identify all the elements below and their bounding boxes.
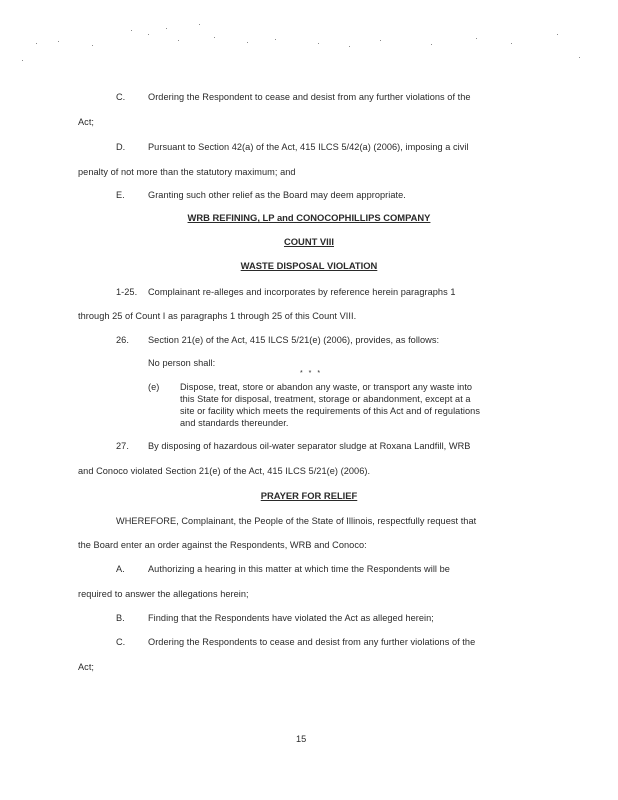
para-27-text: By disposing of hazardous oil-water separator sludge at Roxana Landfill, WRB: [148, 441, 471, 451]
item-a-cont: required to answer the allegations herein;: [78, 589, 249, 599]
heading-count: COUNT VIII: [283, 236, 334, 247]
quote-ellipsis: * * *: [300, 370, 323, 377]
item-c2-label: C.: [116, 637, 126, 647]
para-27-num: 27.: [116, 441, 129, 451]
item-c2-cont: Act;: [78, 662, 95, 672]
para-1-25-text: Complainant re-alleges and incorporates by reference herein paragraphs 1: [148, 287, 456, 297]
wherefore-text: WHEREFORE, Complainant, the People of the State of Illinois, respectfully request that: [116, 516, 477, 526]
para-1-25-num: 1-25.: [116, 287, 138, 297]
item-e-text: Granting such other relief as the Board may deem appropriate.: [148, 190, 406, 200]
para-27-cont: and Conoco violated Section 21(e) of the Act, 415 ILCS 5/21(e) (2006).: [78, 466, 371, 476]
para-26-text: Section 21(e) of the Act, 415 ILCS 5/21(e) (2006), provides, as follows:: [148, 335, 440, 345]
item-c1-text: Ordering the Respondent to cease and desist from any further violations of the: [148, 92, 471, 102]
item-a-label: A.: [116, 564, 125, 574]
quote-item-label: (e): [148, 382, 160, 392]
page-number: 15: [296, 734, 307, 744]
heading-prayer: PRAYER FOR RELIEF: [260, 490, 358, 501]
quote-item-line-3: site or facility which meets the requirements of this Act and of regulations: [180, 406, 480, 416]
quote-item-line-4: and standards thereunder.: [180, 418, 289, 428]
item-c2-text: Ordering the Respondents to cease and desist from any further violations of the: [148, 637, 476, 647]
item-d-cont: penalty of not more than the statutory maximum; and: [78, 167, 296, 177]
quote-item-line-2: this State for disposal, treatment, storage or abandonment, except at a: [180, 394, 471, 404]
wherefore-cont: the Board enter an order against the Respondents, WRB and Conoco:: [78, 540, 367, 550]
item-b-label: B.: [116, 613, 125, 623]
para-26-num: 26.: [116, 335, 129, 345]
item-c1-label: C.: [116, 92, 126, 102]
para-1-25-cont: through 25 of Count I as paragraphs 1 through 25 of this Count VIII.: [78, 311, 357, 321]
item-a-text: Authorizing a hearing in this matter at which time the Respondents will be: [148, 564, 450, 574]
heading-parties: WRB REFINING, LP and CONOCOPHILLIPS COMPANY: [187, 212, 431, 223]
quote-intro: No person shall:: [148, 358, 216, 368]
heading-violation: WASTE DISPOSAL VIOLATION: [240, 260, 378, 271]
item-d-label: D.: [116, 142, 126, 152]
item-e-label: E.: [116, 190, 125, 200]
item-b-text: Finding that the Respondents have violated the Act as alleged herein;: [148, 613, 434, 623]
item-c1-cont: Act;: [78, 117, 95, 127]
quote-item-line-1: Dispose, treat, store or abandon any waste, or transport any waste into: [180, 382, 473, 392]
item-d-text: Pursuant to Section 42(a) of the Act, 415 ILCS 5/42(a) (2006), imposing a civil: [148, 142, 469, 152]
